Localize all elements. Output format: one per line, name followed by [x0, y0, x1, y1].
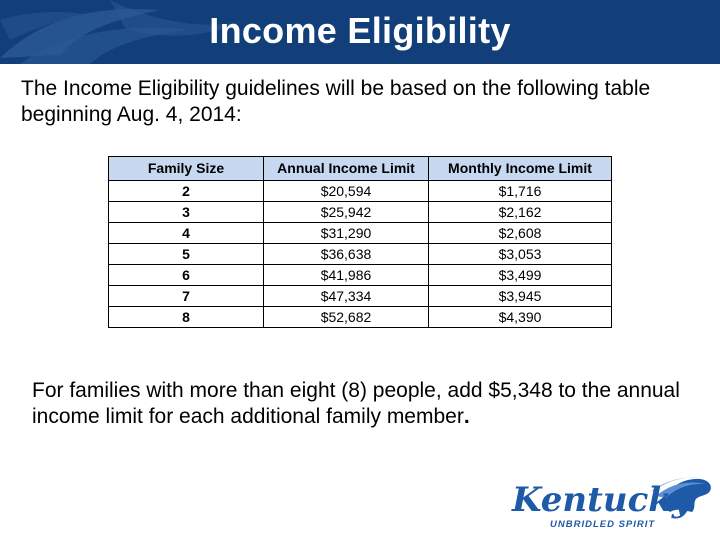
table-row	[109, 244, 612, 265]
logo-tagline: UNBRIDLED SPIRIT	[550, 519, 656, 530]
annual-limit-cell: $36,638	[264, 244, 429, 265]
table-header-row	[109, 157, 612, 181]
family-size-cell: 3	[109, 202, 264, 223]
kentucky-logo-graphic	[510, 470, 715, 532]
footnote-text	[32, 378, 692, 430]
family-size-cell: 7	[109, 286, 264, 307]
family-size-cell: 8	[109, 307, 264, 328]
monthly-limit-cell: $1,716	[429, 181, 612, 202]
table-row	[109, 181, 612, 202]
income-table	[108, 156, 612, 328]
page-title: Income Eligibility	[209, 10, 511, 51]
annual-limit-cell: $52,682	[264, 307, 429, 328]
logo-wordmark: Kentucky	[512, 480, 692, 520]
family-size-cell: 5	[109, 244, 264, 265]
header-family-size: Family Size	[109, 157, 264, 181]
annual-limit-cell: $41,986	[264, 265, 429, 286]
monthly-limit-cell: $3,945	[429, 286, 612, 307]
table-row	[109, 223, 612, 244]
table-row	[109, 286, 612, 307]
monthly-limit-cell: $2,162	[429, 202, 612, 223]
table-row	[109, 265, 612, 286]
table-row	[109, 202, 612, 223]
family-size-cell: 2	[109, 181, 264, 202]
monthly-limit-cell: $2,608	[429, 223, 612, 244]
intro-text: The Income Eligibility guidelines will be based on the following table beginning Aug. 4, 2014:	[21, 77, 651, 126]
family-size-cell: 6	[109, 265, 264, 286]
monthly-limit-cell: $4,390	[429, 307, 612, 328]
header-annual-income-limit: Annual Income Limit	[264, 157, 429, 181]
table-row	[109, 307, 612, 328]
annual-limit-cell: $47,334	[264, 286, 429, 307]
header-monthly-income-limit: Monthly Income Limit	[429, 157, 612, 181]
monthly-limit-cell: $3,053	[429, 244, 612, 265]
footnote-period: .	[463, 405, 470, 428]
kentucky-logo	[510, 470, 715, 532]
annual-limit-cell: $31,290	[264, 223, 429, 244]
footnote-main: For families with more than eight (8) people, add $5,348 to the annual income limit for each additional family member	[32, 379, 680, 428]
monthly-limit-cell: $3,499	[429, 265, 612, 286]
annual-limit-cell: $25,942	[264, 202, 429, 223]
annual-limit-cell: $20,594	[264, 181, 429, 202]
title-banner	[0, 0, 720, 64]
family-size-cell: 4	[109, 223, 264, 244]
